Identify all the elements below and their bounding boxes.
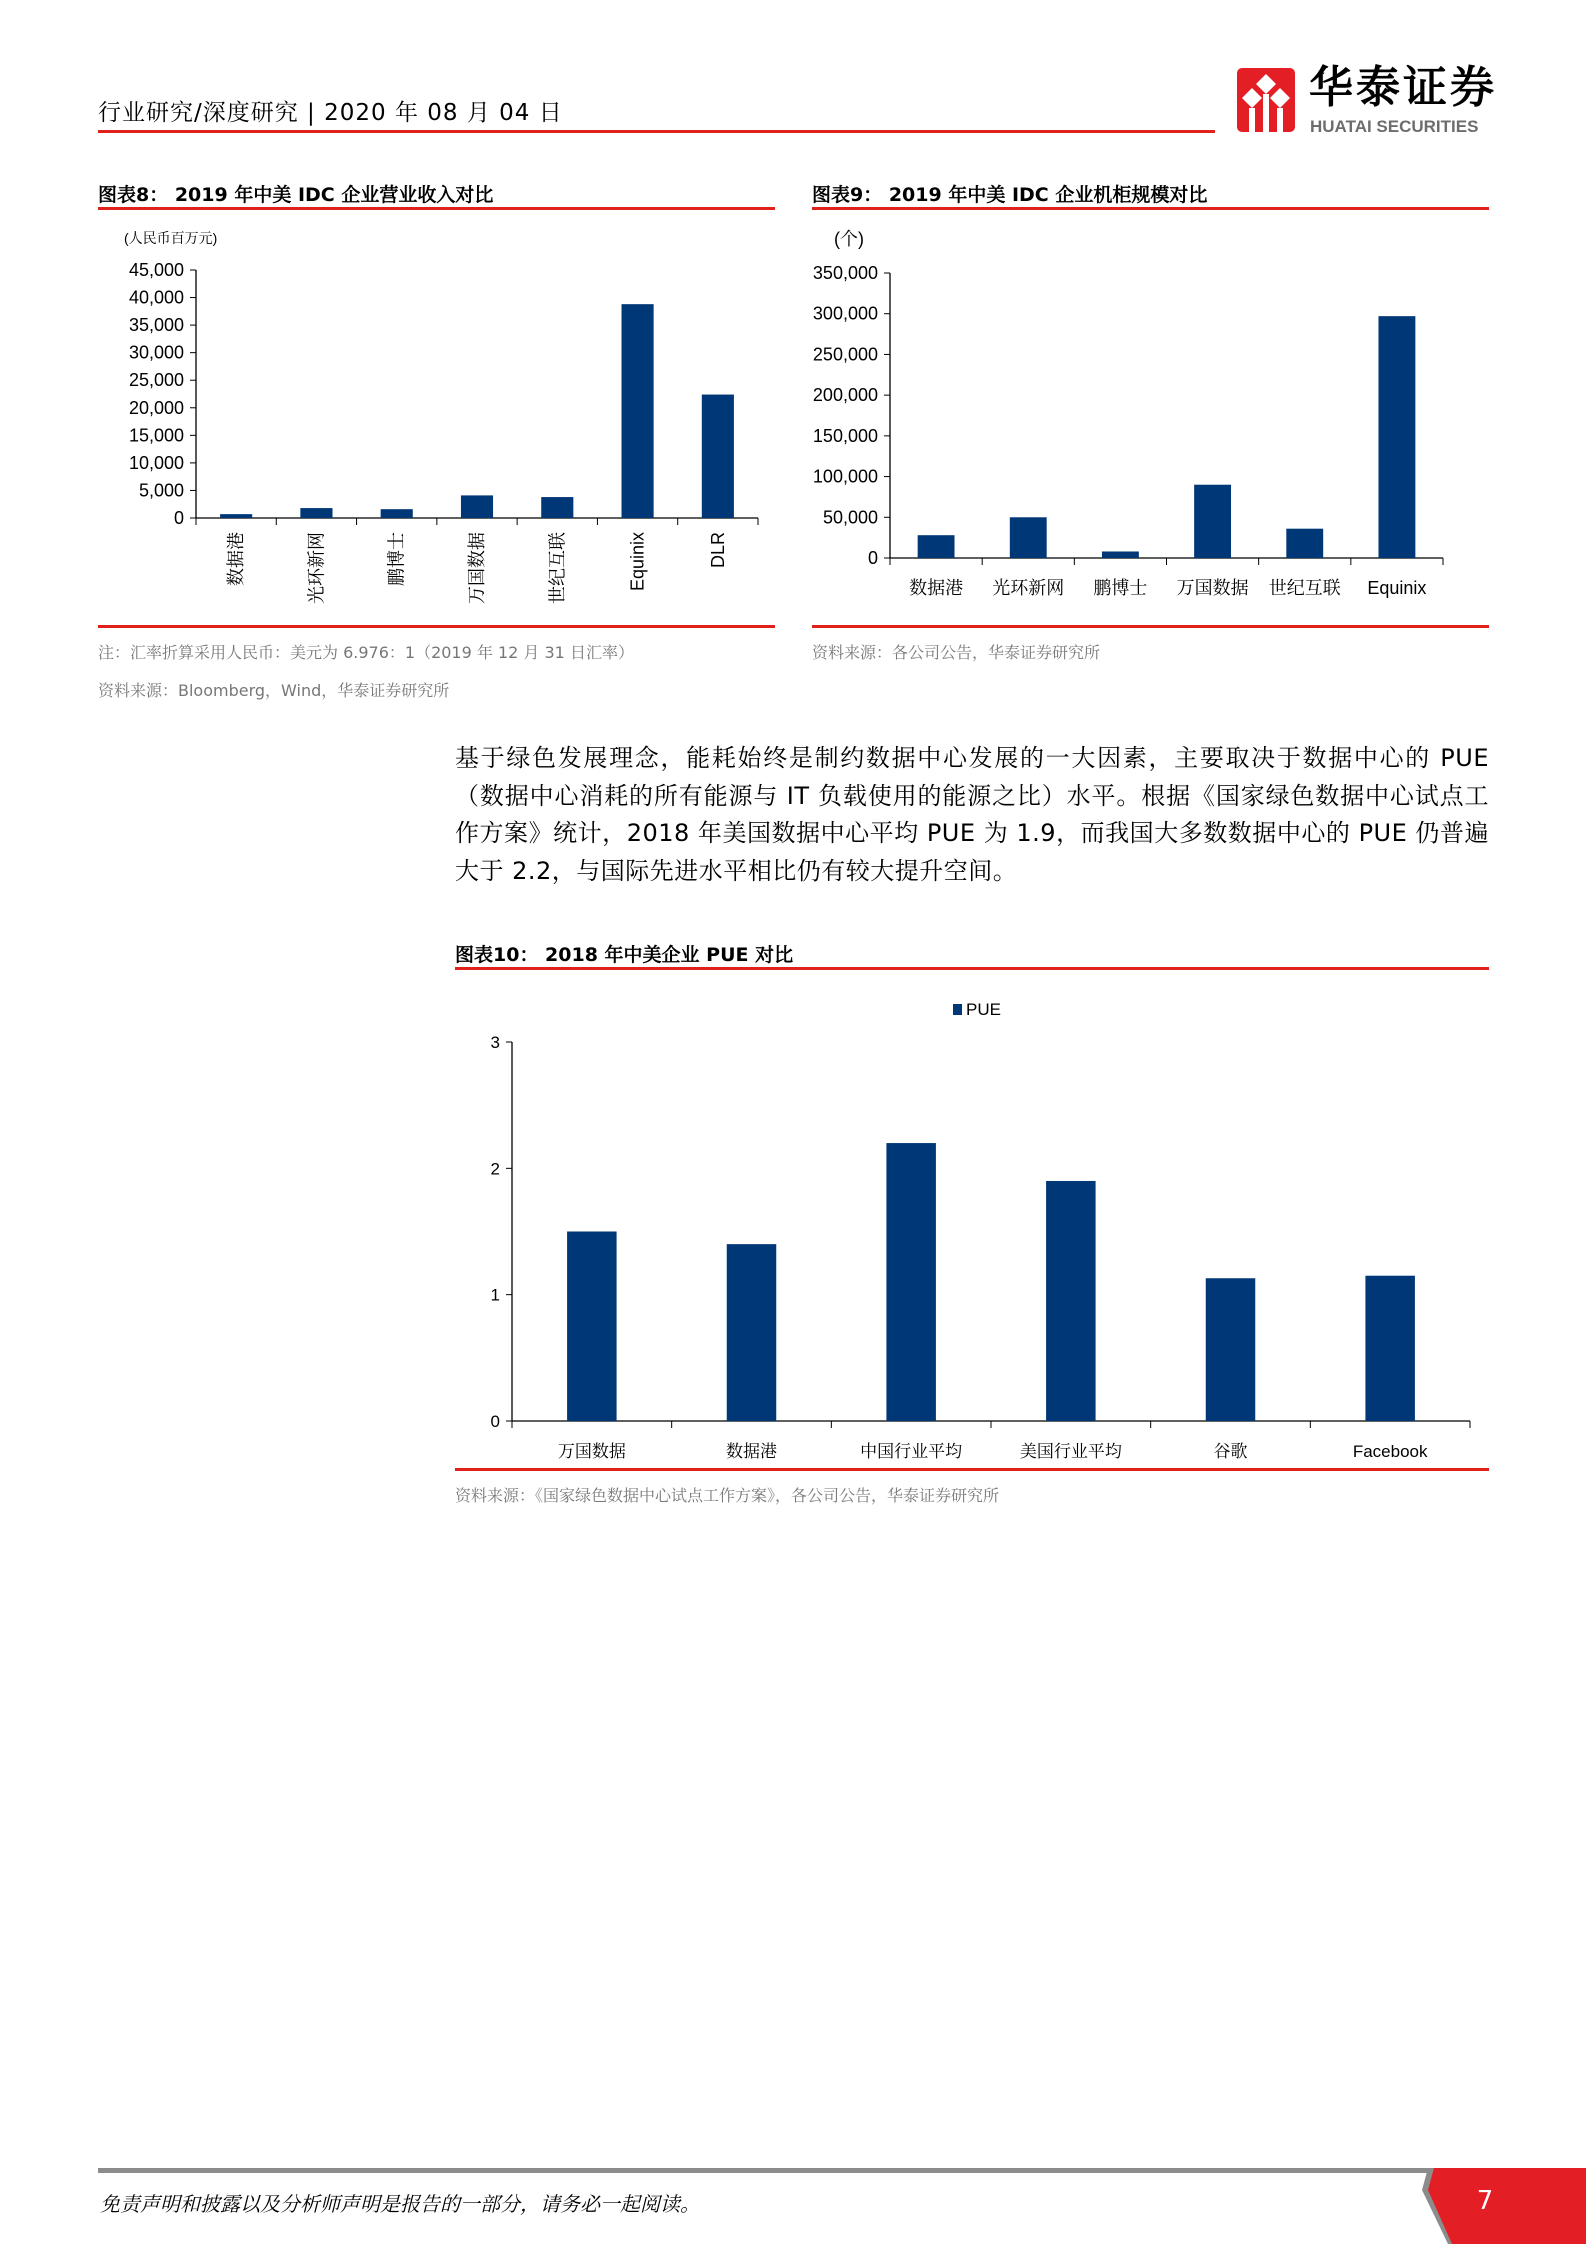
fig9-cabinet-chart bbox=[812, 215, 1489, 620]
x-tick-label: 世纪互联 bbox=[547, 532, 568, 604]
bar-万国数据 bbox=[567, 1232, 616, 1422]
x-tick-label: 光环新网 bbox=[306, 532, 327, 604]
fig10-top-divider bbox=[455, 967, 1489, 970]
bar-Facebook bbox=[1365, 1276, 1414, 1421]
fig8-source: 资料来源：Bloomberg，Wind，华泰证券研究所 bbox=[98, 681, 450, 700]
fig10-bottom-divider bbox=[455, 1468, 1489, 1471]
y-axis-unit-label: (个) bbox=[834, 229, 864, 249]
page-number: 7 bbox=[1476, 2186, 1494, 2216]
y-tick-label: 45,000 bbox=[128, 260, 184, 280]
y-tick-label: 5,000 bbox=[138, 480, 184, 501]
logo-text-en: HUATAI SECURITIES bbox=[1310, 117, 1479, 136]
bar-世纪互联 bbox=[1286, 529, 1323, 558]
x-tick-label: 数据港 bbox=[909, 578, 964, 598]
fig9-source: 资料来源：各公司公告，华泰证券研究所 bbox=[812, 643, 1101, 662]
report-header: 行业研究/深度研究 | 2020 年 08 月 04 日 bbox=[98, 100, 563, 126]
footer-divider bbox=[98, 2168, 1428, 2173]
y-tick-label: 50,000 bbox=[822, 507, 878, 528]
x-tick-label: DLR bbox=[707, 532, 728, 569]
footer-disclaimer: 免责声明和披露以及分析师声明是报告的一部分，请务必一起阅读。 bbox=[100, 2192, 700, 2216]
header-divider bbox=[98, 130, 1215, 133]
bar-数据港 bbox=[918, 535, 955, 558]
bar-万国数据 bbox=[1194, 485, 1231, 558]
bar-光环新网 bbox=[300, 508, 332, 518]
body-paragraph: 基于绿色发展理念，能耗始终是制约数据中心发展的一大因素，主要取决于数据中心的 PUE（数据中心消耗的所有能源与 IT 负载使用的能源之比）水平。根据《国家绿色数据中心试点工作方案》统计，2018 年美国数据中心平均 PUE 为 1.9，而我国大多数数据中心的 PUE 仍普遍大于 2.2，与国际先进水平相比仍有较大提升空间。 bbox=[455, 744, 1489, 885]
fig8-revenue-chart bbox=[98, 215, 775, 620]
x-tick-label: 万国数据 bbox=[467, 532, 487, 604]
y-tick-label: 150,000 bbox=[812, 425, 878, 446]
y-tick-label: 100,000 bbox=[812, 466, 878, 487]
bar-DLR bbox=[702, 395, 734, 518]
y-tick-label: 35,000 bbox=[128, 315, 184, 336]
fig8-title: 图表8： 2019 年中美 IDC 企业营业收入对比 bbox=[98, 184, 494, 206]
fig9-title: 图表9： 2019 年中美 IDC 企业机柜规模对比 bbox=[812, 184, 1208, 206]
x-tick-label: 数据港 bbox=[226, 532, 247, 586]
y-tick-label: 350,000 bbox=[812, 263, 878, 283]
x-tick-label: Equinix bbox=[1367, 578, 1427, 598]
x-tick-label: 谷歌 bbox=[1213, 1442, 1248, 1461]
y-tick-label: 40,000 bbox=[128, 287, 184, 308]
y-tick-label: 0 bbox=[173, 508, 184, 528]
x-tick-label: 万国数据 bbox=[557, 1442, 626, 1461]
bar-数据港 bbox=[727, 1244, 776, 1421]
logo-mark-icon bbox=[1237, 68, 1295, 132]
x-tick-label: 中国行业平均 bbox=[860, 1442, 963, 1461]
fig8-bottom-divider bbox=[98, 625, 775, 628]
fig10-source: 资料来源：《国家绿色数据中心试点工作方案》，各公司公告，华泰证券研究所 bbox=[455, 1486, 1000, 1505]
fig10-title: 图表10： 2018 年中美企业 PUE 对比 bbox=[455, 944, 794, 966]
bar-谷歌 bbox=[1206, 1278, 1255, 1421]
fig8-top-divider bbox=[98, 207, 775, 210]
y-tick-label: 0 bbox=[490, 1412, 500, 1431]
y-tick-label: 3 bbox=[490, 1033, 500, 1052]
bar-Equinix bbox=[622, 304, 654, 518]
x-tick-label: Equinix bbox=[627, 532, 648, 592]
bar-万国数据 bbox=[461, 495, 493, 518]
bar-中国行业平均 bbox=[886, 1143, 935, 1421]
legend-swatch bbox=[953, 1004, 962, 1015]
x-tick-label: 鹏博士 bbox=[1093, 578, 1148, 598]
legend-label: PUE bbox=[966, 1000, 1001, 1019]
x-tick-label: 光环新网 bbox=[992, 578, 1065, 598]
fig10-pue-chart bbox=[455, 975, 1489, 1465]
bar-数据港 bbox=[220, 514, 252, 518]
y-tick-label: 300,000 bbox=[812, 303, 878, 324]
fig9-top-divider bbox=[812, 207, 1489, 210]
x-tick-label: 美国行业平均 bbox=[1019, 1442, 1122, 1461]
y-tick-label: 1 bbox=[490, 1285, 500, 1305]
logo-text-cn: 华泰证券 bbox=[1309, 62, 1497, 113]
y-tick-label: 20,000 bbox=[128, 397, 184, 418]
y-axis-unit-label: (人民币百万元) bbox=[124, 230, 218, 246]
bar-鹏博士 bbox=[1102, 551, 1139, 558]
x-tick-label: 鹏博士 bbox=[386, 532, 407, 586]
y-tick-label: 200,000 bbox=[812, 385, 878, 406]
bar-鹏博士 bbox=[381, 509, 413, 518]
bar-Equinix bbox=[1378, 316, 1415, 558]
y-tick-label: 15,000 bbox=[128, 425, 184, 446]
huatai-logo bbox=[1237, 62, 1507, 140]
y-tick-label: 30,000 bbox=[128, 342, 184, 363]
y-tick-label: 0 bbox=[867, 548, 878, 568]
y-tick-label: 10,000 bbox=[128, 452, 184, 473]
x-tick-label: Facebook bbox=[1352, 1442, 1428, 1461]
x-tick-label: 世纪互联 bbox=[1268, 578, 1341, 598]
fig8-note: 注：汇率折算采用人民币：美元为 6.976：1（2019 年 12 月 31 日汇率） bbox=[98, 643, 634, 662]
bar-美国行业平均 bbox=[1046, 1181, 1095, 1421]
bar-世纪互联 bbox=[541, 497, 573, 518]
y-tick-label: 250,000 bbox=[812, 344, 878, 365]
page-tab-shape bbox=[1420, 2168, 1586, 2244]
x-tick-label: 万国数据 bbox=[1176, 578, 1249, 598]
bar-光环新网 bbox=[1010, 517, 1047, 558]
x-tick-label: 数据港 bbox=[726, 1442, 777, 1461]
y-tick-label: 2 bbox=[490, 1159, 500, 1179]
fig9-bottom-divider bbox=[812, 625, 1489, 628]
y-tick-label: 25,000 bbox=[128, 370, 184, 391]
